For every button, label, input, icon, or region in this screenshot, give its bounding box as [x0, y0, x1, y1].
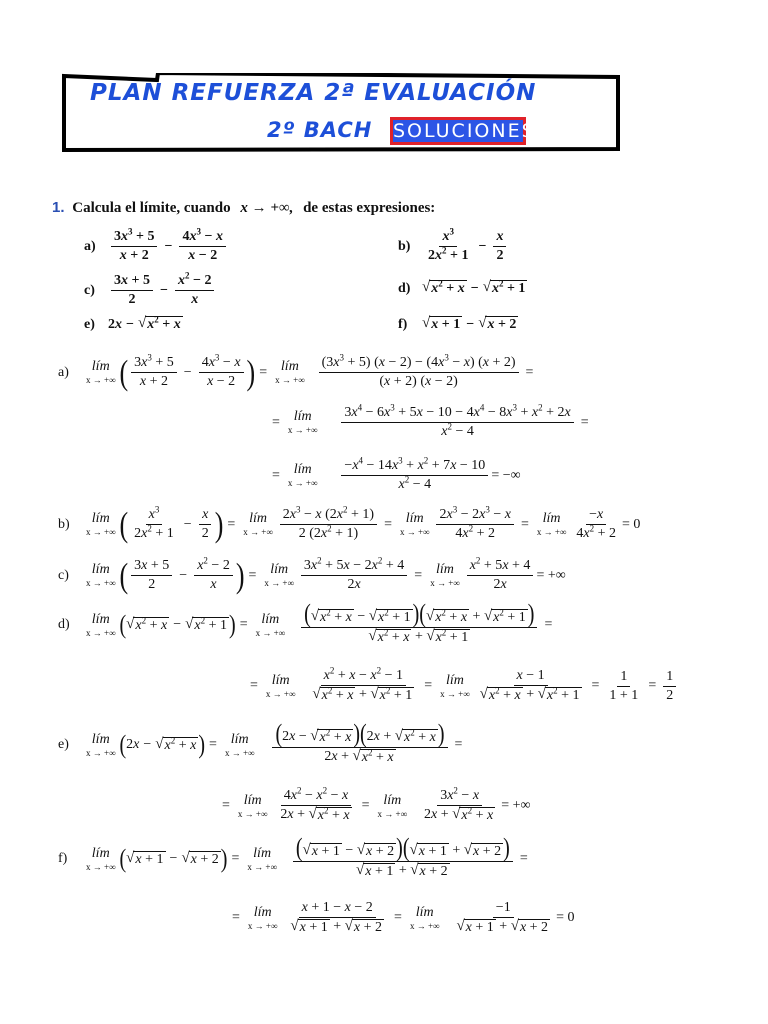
exercise-statement — [52, 199, 435, 217]
solution-e-line-1: e) lím x → +∞ ( 2x − √ $x^2 + x$ ) = lím x → +∞ (2x − √ $x^2 + x$ )(2x + √ $x^2 + x$ ) 2x + √ $x^2 + x$ = — [58, 719, 463, 766]
result-d: $\frac{1}{2}$ — [663, 669, 676, 704]
result-b: = 0 — [621, 516, 641, 532]
solution-a-line-3: = lím x → +∞ $\frac{-x^4 - 14x^3 + x^2 + 7x - 10}{x^2 - 4}$ = −∞ — [272, 455, 521, 492]
statement-text: Calcula el límite, cuando — [72, 200, 231, 216]
exercise-number: 1. — [52, 199, 65, 216]
statement-item-e: e) 2x − √ $x^2 + x$ — [84, 314, 181, 332]
statement-item-d: d) √ $x^2 + x$ − √ $x^2 + 1$ — [398, 278, 526, 296]
solution-b: b) lím x → +∞ ( $x^3$ $2x^2 + 1$ − $\frac{x}{2}$ ) = lím x → +∞ $\frac{2x^3 - x (2x^2 + 1)}{2 (2x^2 + 1)}$ = lím x → +∞ $\frac{2x^3 - 2x^3 - x}{4x^2 + 2}$ = lím x → +∞ $\frac{-x}{4x^2 + 2}$ = 0 — [58, 504, 641, 544]
statement-item-c: c) 3x + 5 2 − $\frac{x^2 - 2}{x}$ — [84, 273, 217, 308]
solution-f-line-1: f) lím x → +∞ ( √ x + 1 − √ x + 2 ) = lím x → +∞ ( √ x + 1 − √ x + 2 )( √ x + 1 + √ x + 2 ) √ x + 1 + √ x + 2 = — [58, 833, 528, 880]
statement-tail: de estas expresiones: — [303, 200, 436, 216]
solution-d-line-2: = lím x → +∞ $x^2 + x - x^2 - 1$ √ $x^2 + x$ + √ $x^2 + 1$ = lím x → +∞ x − 1 √ $x^2 + x$ + √ $x^2 + 1$ = $\frac{1}{1 + 1}$ = $\frac{1}{2}$ — [246, 668, 679, 704]
solution-a-line-1: a) lím x → +∞ ( $3x^3 + 5$ x + 2 − $\frac{4x^3 - x}{x - 2}$ ) = lím x → +∞ $\frac{(3x^3 + 5) (x - 2) - (4x^3 - x) (x + 2)}{(x + 2) (x - 2)}$ = — [58, 352, 534, 392]
solution-d-line-1: d) lím x → +∞ ( √ $x^2 + x$ − √ $x^2 + 1$ ) = lím x → +∞ ( √ $x^2 + x$ − √ $x^2 + 1$ )( √ $x^2 + x$ + √ $x^2 + 1$ ) √ $x^2 + x$ + √ $x^2 + 1$ = — [58, 599, 553, 646]
statement-item-f: f) √ x + 1 − √ x + 2 — [398, 315, 517, 332]
statement-arrow: x → +∞, — [240, 200, 294, 216]
statement-item-b: b) $x^3$ $2x^2 + 1$ − $\frac{x}{2}$ — [398, 229, 509, 264]
header-banner — [62, 73, 622, 153]
result-f: = 0 — [556, 910, 575, 926]
title-line-1: PLAN REFUERZA 2ª EVALUACIÓN — [90, 80, 537, 106]
result-e: = +∞ — [501, 798, 531, 814]
title-line-2: 2º BACH — [267, 118, 373, 142]
soluciones-badge: SOLUCIONES — [390, 117, 526, 145]
result-c: = +∞ — [536, 567, 566, 583]
solution-f-line-2: = lím x → +∞ x + 1 − x − 2 √ x + 1 + √ x + 2 = lím x → +∞ −1 √ x + 1 + √ x + 2 = 0 — [232, 900, 575, 935]
solution-e-line-2: = lím x → +∞ $4x^2 - x^2 - x$ 2x + √ $x^2 + x$ = lím x → +∞ $3x^2 - x$ 2x + √ $x^2 + x$ = +∞ — [222, 785, 531, 823]
solution-c: c) lím x → +∞ ( 3x + 5 2 − $\frac{x^2 - 2}{x}$ ) = lím x → +∞ $\frac{3x^2 + 5x - 2x^2 + 4}{2x}$ = lím x → +∞ $\frac{x^2 + 5x + 4}{2x}$ = +∞ — [58, 555, 566, 595]
statement-item-a: a) $3x^3 + 5$ x + 2 − $\frac{4x^3 - x}{x - 2}$ — [84, 229, 229, 264]
result-a: = −∞ — [491, 467, 521, 483]
solution-a-line-2: = lím x → +∞ $\frac{3x^4 - 6x^3 + 5x - 10 - 4x^4 - 8x^3 + x^2 + 2x}{x^2 - 4}$ = — [272, 402, 589, 439]
